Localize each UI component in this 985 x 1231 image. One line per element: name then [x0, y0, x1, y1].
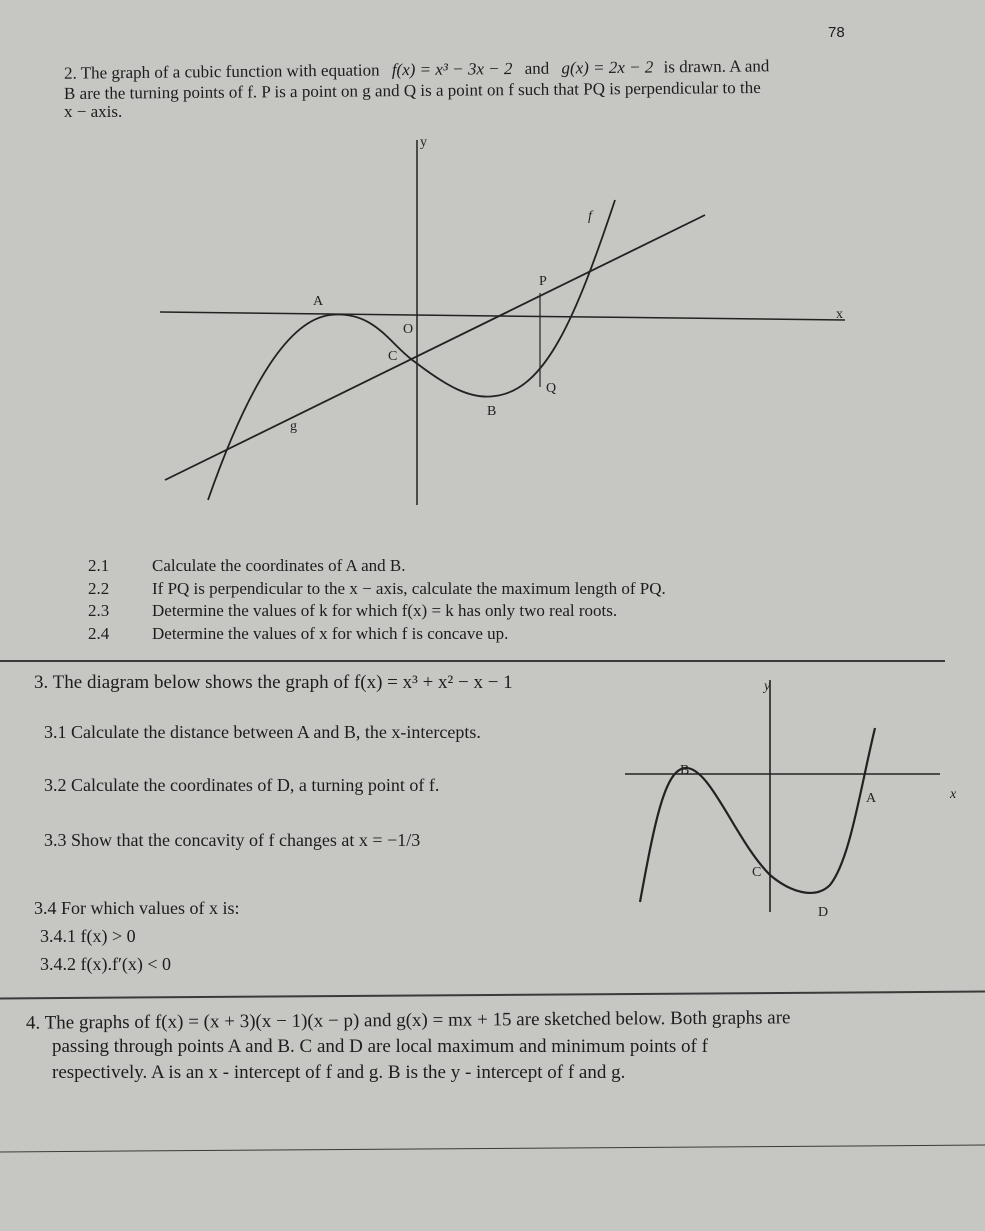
item-text: If PQ is perpendicular to the x − axis, calculate the maximum length of PQ.: [152, 579, 666, 598]
q2-line3: x − axis.: [64, 102, 123, 121]
label-o: O: [403, 322, 414, 337]
q3-item: 3.4.1 f(x) > 0: [40, 926, 136, 946]
label-f: f: [588, 209, 592, 224]
q4-line1: 4. The graphs of f(x) = (x + 3)(x − 1)(x − p) and g(x) = mx + 15 are sketched below. Both graphs are: [25, 1007, 791, 1034]
label-x: x: [836, 307, 843, 322]
label-x: x: [950, 787, 957, 802]
label-y: y: [420, 135, 427, 150]
divider: [0, 660, 945, 662]
g-equation: g(x) = 2x − 2: [561, 57, 654, 78]
and-text: and: [524, 58, 550, 78]
label-a: A: [866, 791, 877, 806]
q2-intro: 2. The graph of a cubic function with equation: [63, 60, 380, 83]
item-number: 2.1: [88, 556, 110, 575]
q3-intro: 3. The diagram below shows the graph of f(x) = x³ + x² − x − 1: [34, 672, 513, 693]
item-number: 2.2: [88, 579, 110, 598]
q3-item: 3.3 Show that the concavity of f changes at x = −1/3: [44, 830, 421, 850]
q3-item: 3.4.2 f(x).f′(x) < 0: [40, 954, 172, 974]
q3-graph: [625, 679, 957, 920]
label-q: Q: [546, 381, 557, 396]
q2-line2: B are the turning points of f. P is a point on g and Q is a point on f such that PQ is perpendicular to the: [63, 77, 761, 104]
q4-line3: respectively. A is an x - intercept of f and g. B is the y - intercept of f and g.: [52, 1062, 626, 1083]
label-c: C: [752, 865, 762, 880]
q3-item: 3.1 Calculate the distance between A and B, the x-intercepts.: [44, 722, 481, 742]
line-g: [165, 215, 705, 480]
item-number: 2.4: [88, 624, 110, 643]
q3-item: 3.4 For which values of x is:: [34, 898, 240, 918]
label-b: B: [680, 763, 690, 778]
label-g: g: [290, 419, 297, 434]
q2-intro-end: is drawn. A and: [663, 56, 770, 77]
label-b: B: [487, 404, 497, 419]
q3-item: 3.2 Calculate the coordinates of D, a turning point of f.: [44, 775, 440, 795]
item-text: Calculate the coordinates of A and B.: [152, 556, 406, 575]
cubic-f-curve: [208, 200, 615, 500]
label-y: y: [764, 679, 771, 694]
q2-graph: [160, 135, 845, 505]
label-p: P: [539, 274, 547, 289]
label-c: C: [388, 349, 398, 364]
page-number: 78: [828, 24, 845, 41]
q4-line2: passing through points A and B. C and D are local maximum and minimum points of f: [52, 1036, 708, 1057]
x-axis: [160, 312, 845, 320]
item-number: 2.3: [88, 601, 110, 620]
f-equation: f(x) = x³ − 3x − 2: [391, 58, 513, 80]
item-text: Determine the values of k for which f(x) = k has only two real roots.: [152, 601, 618, 620]
label-d: D: [818, 905, 829, 920]
label-a: A: [313, 294, 324, 309]
item-text: Determine the values of x for which f is concave up.: [152, 624, 509, 643]
